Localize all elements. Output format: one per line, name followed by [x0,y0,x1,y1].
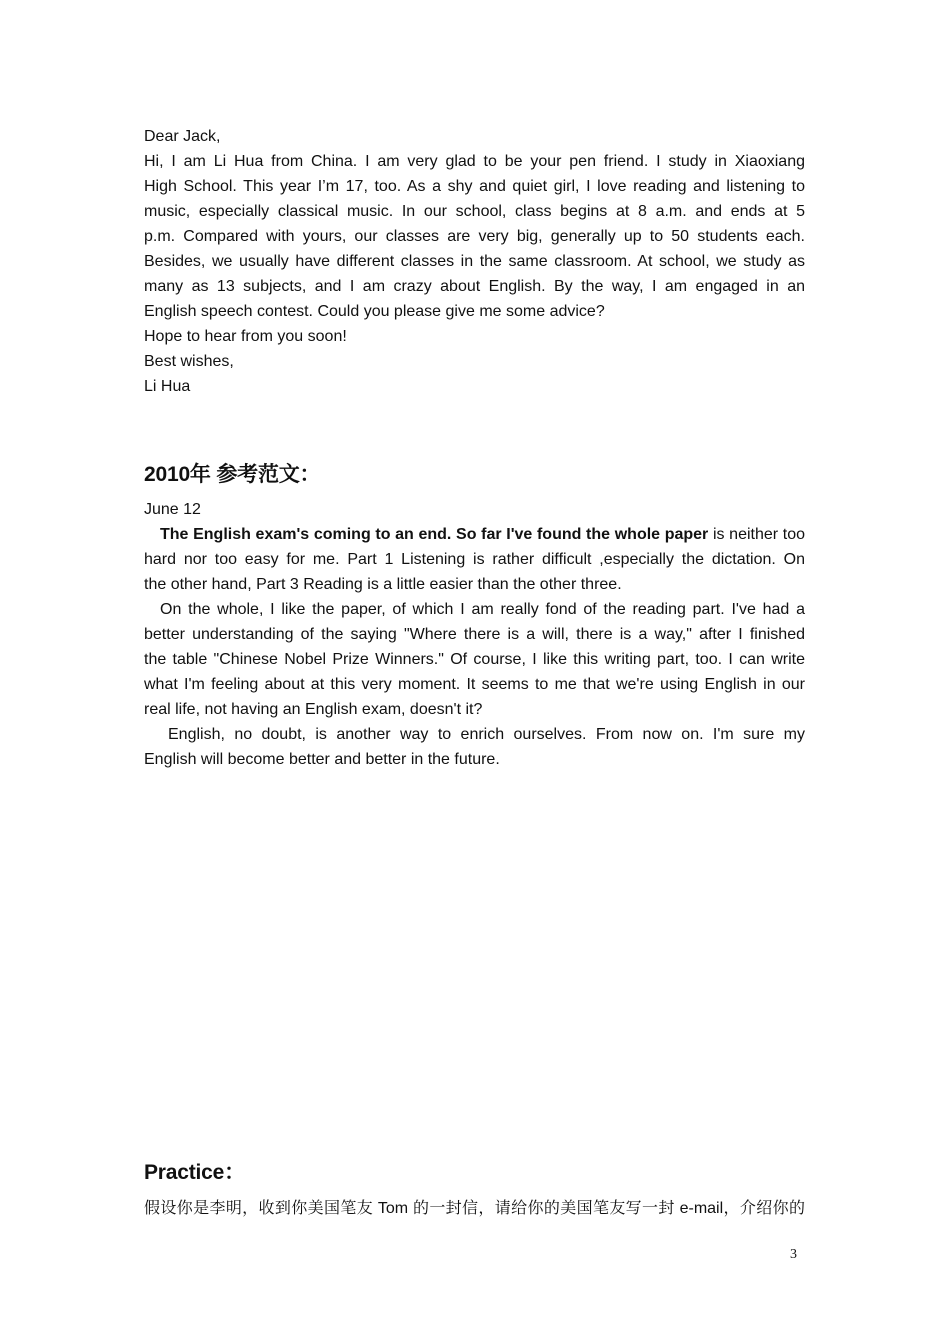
practice-intro-email: e-mail [674,1200,724,1217]
letter-greeting: Dear Jack, [144,128,221,145]
letter-body-line: music, especially classical music. In our school, class begins at 8 a.m. and ends at 5 [144,203,805,220]
section-2010-essay [144,497,805,772]
essay-para2-line: On the whole, I like the paper, of which I am really fond of the reading part. I've had a [160,601,805,618]
letter-body-line: English speech contest. Could you please give me some advice? [144,303,605,320]
practice-heading: Practice： [144,1161,245,1184]
practice-intro [144,1195,805,1221]
essay-date: June 12 [144,501,201,518]
essay-para1-line: hard nor too easy for me. Part 1 Listening is rather difficult ,especially the dictation. On [144,551,805,568]
letter-body-line: Hi, I am Li Hua from China. I am very glad to be your pen friend. I study in Xiaoxiang [144,153,805,170]
letter-body-line: p.m. Compared with yours, our classes are very big, generally up to 50 students each. [144,228,805,245]
essay-bold-sentence: The English exam's coming to an end. So far I've found the whole paper [160,526,709,543]
page-number: 3 [790,1247,797,1262]
letter-body-line: Besides, we usually have different classes in the same classroom. At school, we study as [144,253,805,270]
essay-para3-line: English will become better and better in the future. [144,751,500,768]
letter-closing: Best wishes, [144,353,234,370]
essay-para2-line: better understanding of the saying "Where there is a will, there is a way," after I finished [144,626,805,643]
essay-para2-line: what I'm feeling about at this very moment. It seems to me that we're using English in our [144,676,805,693]
essay-para1-rest: is neither too [708,526,806,543]
essay-para2-line: real life, not having an English exam, doesn't it? [144,701,483,718]
letter-block [144,124,805,399]
essay-para3-line: English, no doubt, is another way to enrich ourselves. From now on. I'm sure my [168,726,805,743]
essay-para1-line: the other hand, Part 3 Reading is a little easier than the other three. [144,576,622,593]
letter-hope: Hope to hear from you soon! [144,328,347,345]
practice-intro-name: Tom [373,1200,413,1217]
essay-para1-line1 [144,522,805,547]
letter-body-line: many as 13 subjects, and I am crazy about English. By the way, I am engaged in an [144,278,805,295]
section-2010-heading: 2010年 参考范文： [144,463,321,486]
letter-body-line: High School. This year I’m 17, too. As a shy and quiet girl, I love reading and listening to [144,178,805,195]
practice-intro-part3: ，介绍你的 [723,1198,805,1217]
essay-para2-line: the table "Chinese Nobel Prize Winners." Of course, I like this writing part, too. I can write [144,651,805,668]
practice-intro-part1: 假设你是李明，收到你美国笔友 [144,1198,374,1217]
letter-signature: Li Hua [144,378,191,395]
practice-intro-part2: 的一封信，请给你的美国笔友写一封 [412,1198,675,1217]
